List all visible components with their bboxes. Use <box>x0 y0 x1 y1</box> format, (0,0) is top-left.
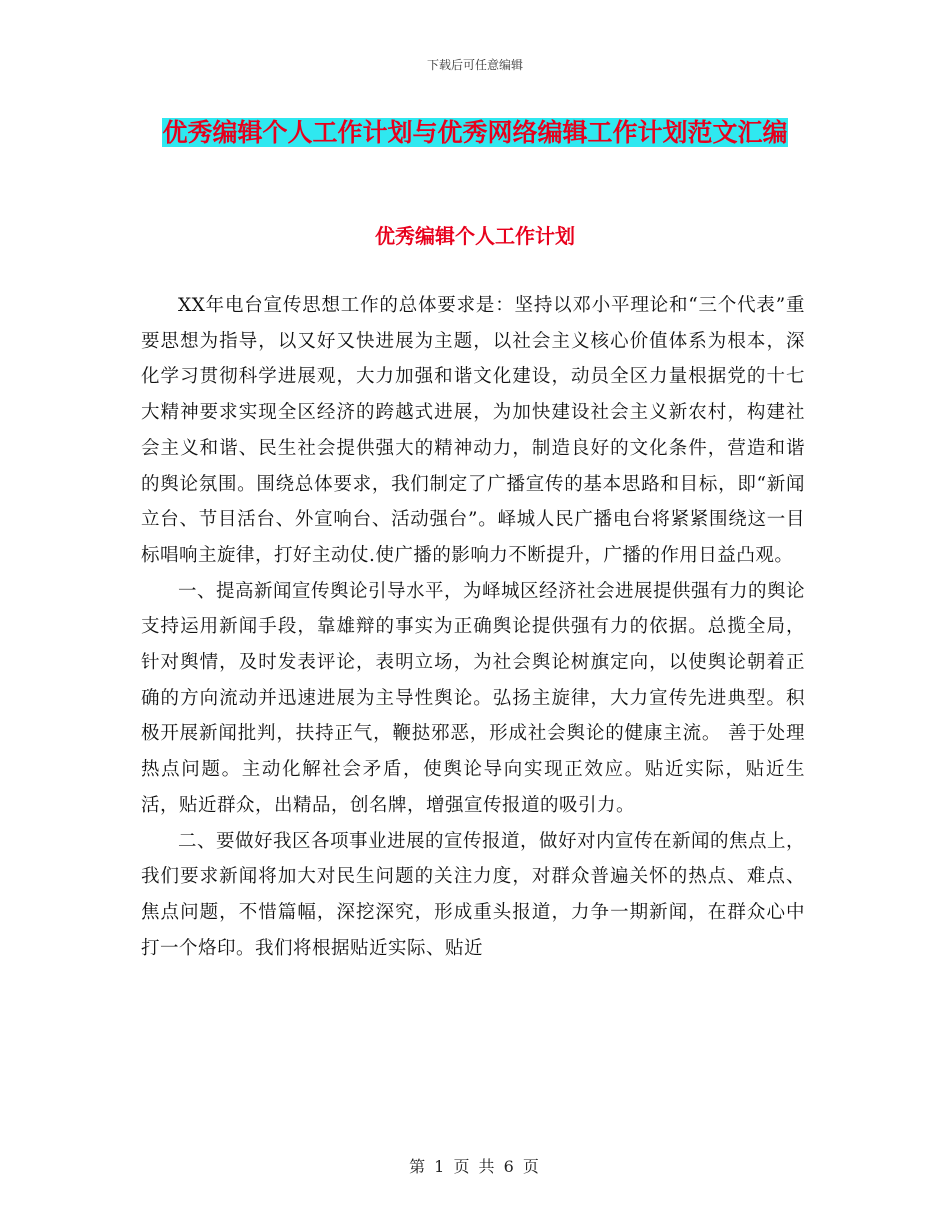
document-body <box>141 288 805 966</box>
paragraph-two: 二、要做好我区各项事业进展的宣传报道，做好对内宣传在新闻的焦点上，我们要求新闻将加大对民生问题的关注力度，对群众普遍关怀的热点、难点、焦点问题，不惜篇幅，深挖深究，形成重头报道，力争一期新闻，在群众心中打一个烙印。我们将根据贴近实际、贴近 <box>141 830 806 959</box>
document-title <box>140 110 810 156</box>
page-header-note: 下载后可任意编辑 <box>426 58 523 72</box>
page-number-footer: 第 1 页 共 6 页 <box>409 1157 541 1176</box>
paragraph-intro: XX年电台宣传思想工作的总体要求是：坚持以邓小平理论和“三个代表”重要思想为指导，以又好又快进展为主题，以社会主义核心价值体系为根本，深化学习贯彻科学进展观，大力加强和谐文化建设，动员全区力量根据党的十七大精神要求实现全区经济的跨越式进展，为加快建设社会主义新农村，构建社会主义和谐、民生社会提供强大的精神动力，制造良好的文化条件，营造和谐的舆论氛围。围绕总体要求，我们制定了广播宣传的基本思路和目标，即“新闻立台、节目活台、外宣响台、活动强台”。峄城人民广播电台将紧紧围绕这一目标唱响主旋律，打好主动仗.使广播的影响力不断提升，广播的作用日益凸观。 <box>141 295 805 566</box>
document-title-text: 优秀编辑个人工作计划与优秀网络编辑工作计划范文汇编 <box>162 118 788 147</box>
section-title: 优秀编辑个人工作计划 <box>375 224 575 248</box>
paragraph-one: 一、提高新闻宣传舆论引导水平，为峄城区经济社会进展提供强有力的舆论支持运用新闻手段，靠雄辩的事实为正确舆论提供强有力的依据。总揽全局，针对舆情，及时发表评论，表明立场，为社会舆论树旗定向，以使舆论朝着正确的方向流动并迅速进展为主导性舆论。弘扬主旋律，大力宣传先进典型。积极开展新闻批判，扶持正气，鞭挞邪恶，形成社会舆论的健康主流。 善于处理热点问题。主动化解社会矛盾，使舆论导向实现正效应。贴近实际，贴近生活，贴近群众，出精品，创名牌，增强宣传报道的吸引力。 <box>141 580 806 816</box>
